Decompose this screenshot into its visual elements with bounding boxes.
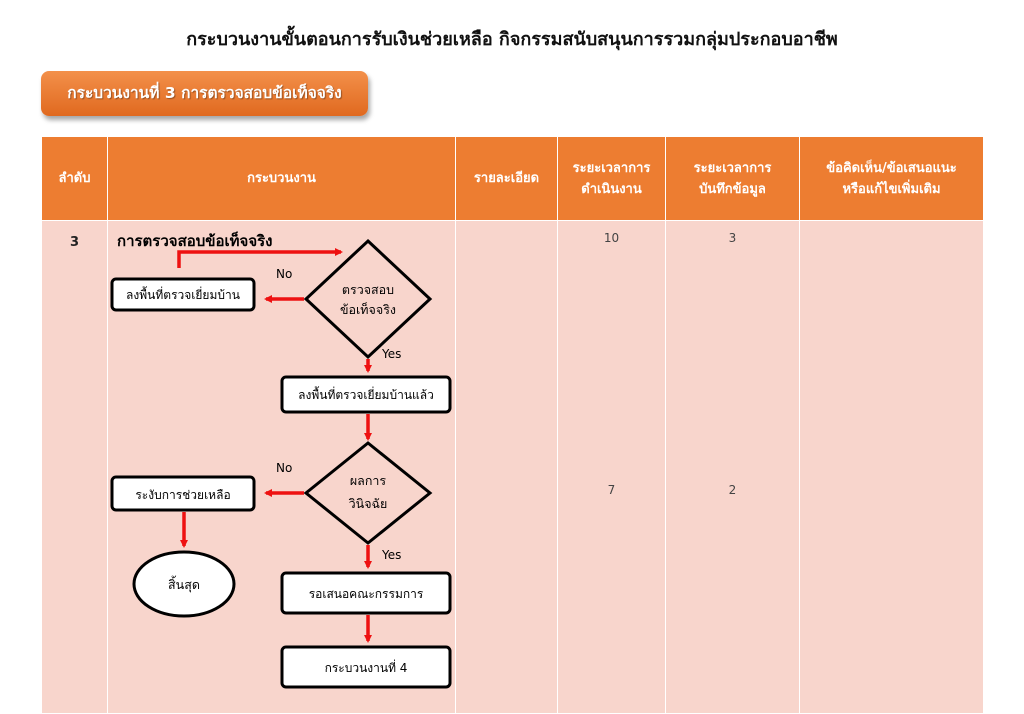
decision-check-facts-line2: ข้อเท็จจริง xyxy=(339,302,397,317)
box-next-process-label: กระบวนงานที่ 4 xyxy=(324,661,408,675)
time-record-value-1: 3 xyxy=(728,231,737,245)
header-process: กระบวนงาน xyxy=(108,137,456,221)
decision-result xyxy=(306,443,430,543)
header-time-operation-line1: ระยะเวลาการ xyxy=(572,160,651,176)
header-time-record-line1: ระยะเวลาการ xyxy=(693,160,772,176)
cell-time-record xyxy=(666,221,800,714)
decision-check-facts-line1: ตรวจสอบ xyxy=(341,282,395,297)
process-title: การตรวจสอบข้อเท็จจริง xyxy=(117,232,273,250)
document-title: กระบวนงานขั้นตอนการรับเงินช่วยเหลือ กิจกรรมสนับสนุนการรวมกลุ่มประกอบอาชีพ xyxy=(186,29,838,50)
header-comments xyxy=(800,137,984,221)
process-table xyxy=(41,136,984,714)
header-order: ลำดับ xyxy=(42,137,108,221)
box-await-committee-label: รอเสนอคณะกรรมการ xyxy=(308,587,424,601)
cell-details xyxy=(456,221,558,714)
header-time-operation xyxy=(558,137,666,221)
label-yes-1: Yes xyxy=(382,347,402,361)
label-yes-2: Yes xyxy=(382,548,402,562)
header-time-record-line2: บันทึกข้อมูล xyxy=(699,181,766,197)
label-no-2: No xyxy=(276,461,293,475)
header-comments-line1: ข้อคิดเห็น/ข้อเสนอแนะ xyxy=(826,160,957,176)
time-record-value-2: 2 xyxy=(728,483,737,497)
time-operation-value-2: 7 xyxy=(607,483,616,497)
decision-result-line2: วินิจฉัย xyxy=(348,496,388,511)
header-time-record xyxy=(666,137,800,221)
header-time-operation-line2: ดำเนินงาน xyxy=(581,181,642,197)
header-comments-line2: หรือแก้ไขเพิ่มเติม xyxy=(842,181,941,197)
cell-process xyxy=(108,221,456,714)
table-row xyxy=(42,221,984,714)
cell-time-operation xyxy=(558,221,666,714)
arrow-loop-to-decision1 xyxy=(179,252,341,268)
box-field-visit-done-label: ลงพื้นที่ตรวจเยี่ยมบ้านแล้ว xyxy=(298,388,434,402)
section-banner: กระบวนงานที่ 3 การตรวจสอบข้อเท็จจริง xyxy=(41,71,368,116)
header-details: รายละเอียด xyxy=(456,137,558,221)
cell-comments xyxy=(800,221,984,714)
table-header-row xyxy=(42,137,984,221)
box-field-visit-label: ลงพื้นที่ตรวจเยี่ยมบ้าน xyxy=(126,288,240,302)
decision-check-facts xyxy=(306,241,430,357)
cell-order: 3 xyxy=(42,221,108,714)
box-suspend-aid-label: ระงับการช่วยเหลือ xyxy=(135,488,231,502)
terminator-end-label: สิ้นสุด xyxy=(168,577,200,592)
flowchart-diagram xyxy=(108,221,456,699)
flowchart xyxy=(108,221,456,699)
time-operation-value-1: 10 xyxy=(603,231,620,245)
decision-result-line1: ผลการ xyxy=(349,473,387,488)
label-no-1: No xyxy=(276,267,293,281)
